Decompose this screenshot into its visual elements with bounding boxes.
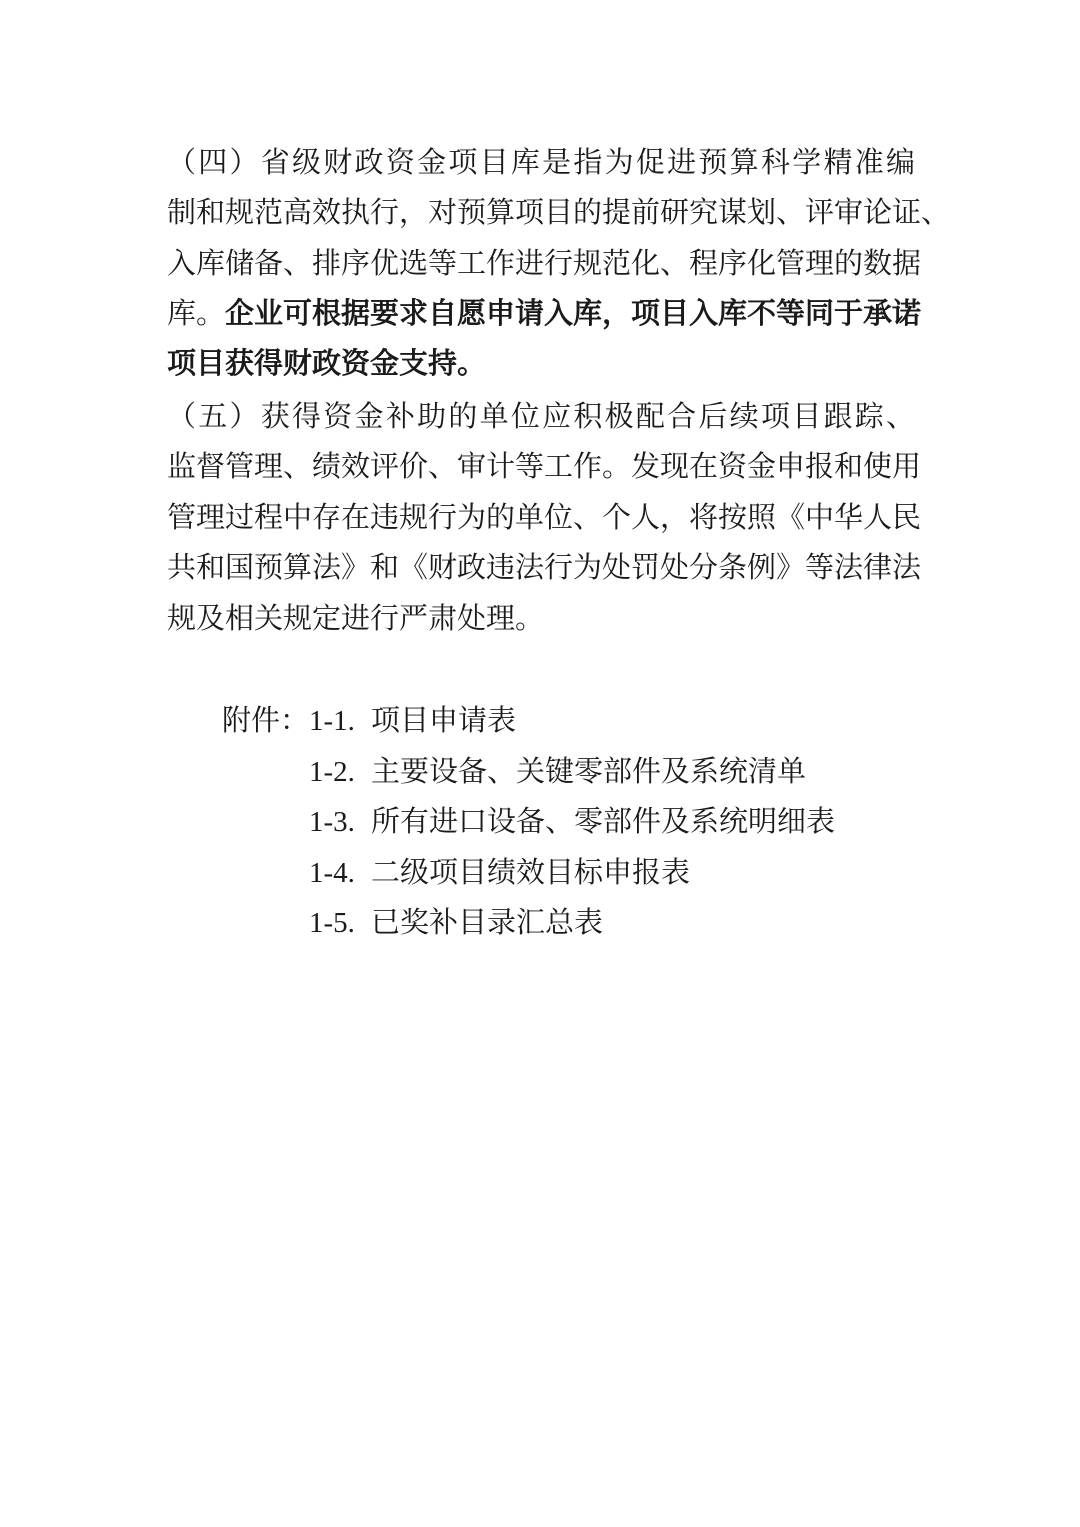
attachment-title: 项目申请表 — [371, 703, 517, 737]
attachment-number: 1-3. — [309, 806, 355, 838]
attachment-number: 1-1. — [309, 705, 355, 737]
paragraph-5-line-2: 监督管理、绩效评价、审计等工作。发现在资金申报和使用 — [167, 449, 922, 483]
paragraph-4-line-4-bold: 企业可根据要求自愿申请入库，项目入库不等同于承诺 — [225, 296, 922, 330]
paragraph-5-line-5: 规及相关规定进行严肃处理。 — [167, 601, 545, 635]
paragraph-4-line-3: 入库储备、排序优选等工作进行规范化、程序化管理的数据 — [167, 246, 922, 280]
attachment-title: 主要设备、关键零部件及系统清单 — [371, 754, 807, 788]
attachment-number: 1-2. — [309, 756, 355, 788]
attachment-item-4 — [309, 852, 690, 893]
paragraph-4-line-5-bold: 项目获得财政资金支持。 — [167, 346, 487, 380]
attachment-item-2 — [309, 751, 806, 792]
paragraph-4-line-2: 制和规范高效执行，对预算项目的提前研究谋划、评审论证、 — [167, 195, 951, 229]
paragraph-5-line-1: （五）获得资金补助的单位应积极配合后续项目跟踪、 — [167, 399, 915, 433]
attachment-number: 1-5. — [309, 907, 355, 939]
paragraph-4-line-4-normal: 库。 — [167, 296, 226, 330]
paragraph-5-line-4: 共和国预算法》和《财政违法行为处罚处分条例》等法律法 — [167, 550, 922, 584]
paragraph-4-line-4 — [167, 293, 922, 333]
attachment-title: 二级项目绩效目标申报表 — [371, 855, 691, 889]
attachment-number: 1-4. — [309, 857, 355, 889]
attachment-item-1 — [222, 700, 516, 741]
paragraph-4-line-1: （四）省级财政资金项目库是指为促进预算科学精准编 — [167, 145, 915, 179]
paragraph-5-line-3: 管理过程中存在违规行为的单位、个人，将按照《中华人民 — [167, 500, 922, 534]
attachment-title: 已奖补目录汇总表 — [371, 905, 604, 939]
attachments-label: 附件： — [222, 703, 310, 737]
attachment-title: 所有进口设备、零部件及系统明细表 — [371, 804, 836, 838]
attachment-item-3 — [309, 801, 835, 842]
attachment-item-5 — [309, 902, 603, 943]
